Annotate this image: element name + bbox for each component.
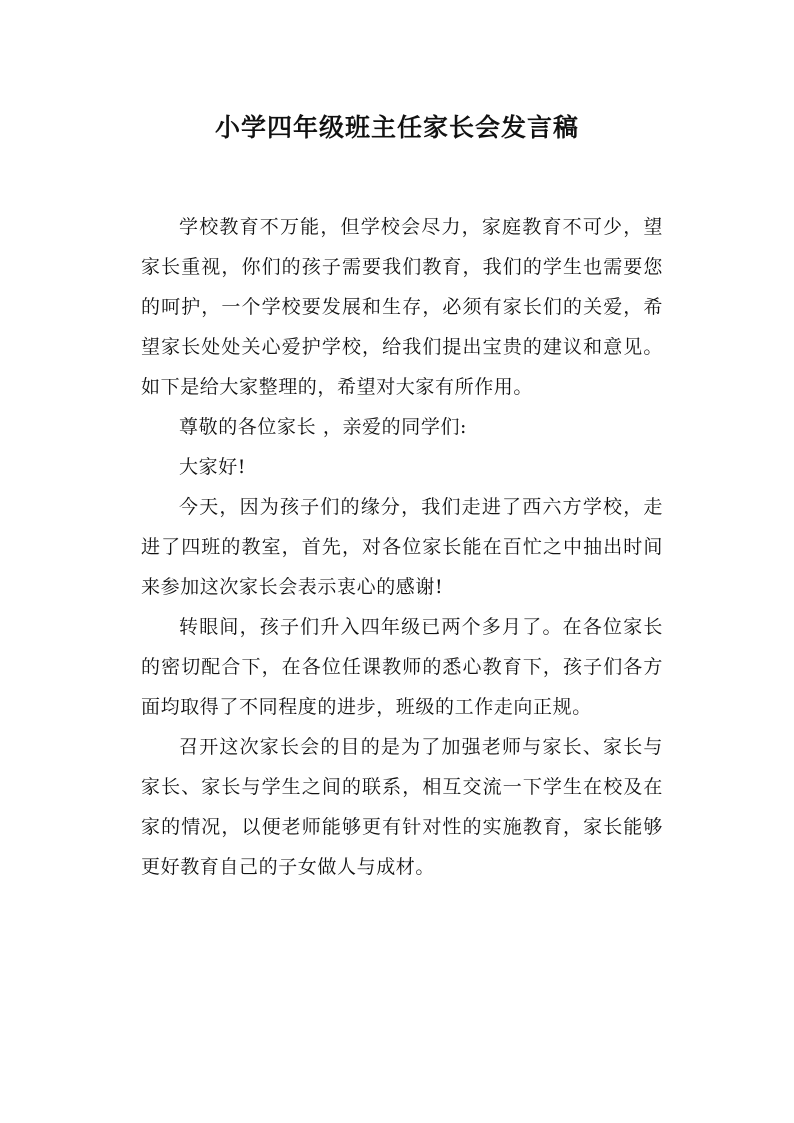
paragraph-welcome: 今天，因为孩子们的缘分，我们走进了西六方学校，走进了四班的教室，首先，对各位家长能在百忙之中抽出时间来参加这次家长会表示衷心的感谢! <box>141 496 663 598</box>
paragraph-purpose: 召开这次家长会的目的是为了加强老师与家长、家长与家长、家长与学生之间的联系，相互交流一下学生在校及在家的情况，以便老师能够更有针对性的实施教育，家长能够更好教育自己的子女做人与成材。 <box>141 736 663 878</box>
paragraph-greeting: 大家好! <box>179 456 247 478</box>
document-title: 小学四年级班主任家长会发言稿 <box>214 113 579 142</box>
document-body <box>141 207 663 887</box>
paragraph-intro: 学校教育不万能，但学校会尽力，家庭教育不可少，望家长重视，你们的孩子需要我们教育，我们的学生也需要您的呵护，一个学校要发展和生存，必须有家长们的关爱，希望家长处处关心爱护学校，给我们提出宝贵的建议和意见。如下是给大家整理的，希望对大家有所作用。 <box>141 216 663 398</box>
paragraph-progress: 转眼间，孩子们升入四年级已两个多月了。在各位家长的密切配合下，在各位任课教师的悉心教育下，孩子们各方面均取得了不同程度的进步，班级的工作走向正规。 <box>141 616 663 718</box>
paragraph-salutation: 尊敬的各位家长 ，亲爱的同学们: <box>179 416 468 438</box>
